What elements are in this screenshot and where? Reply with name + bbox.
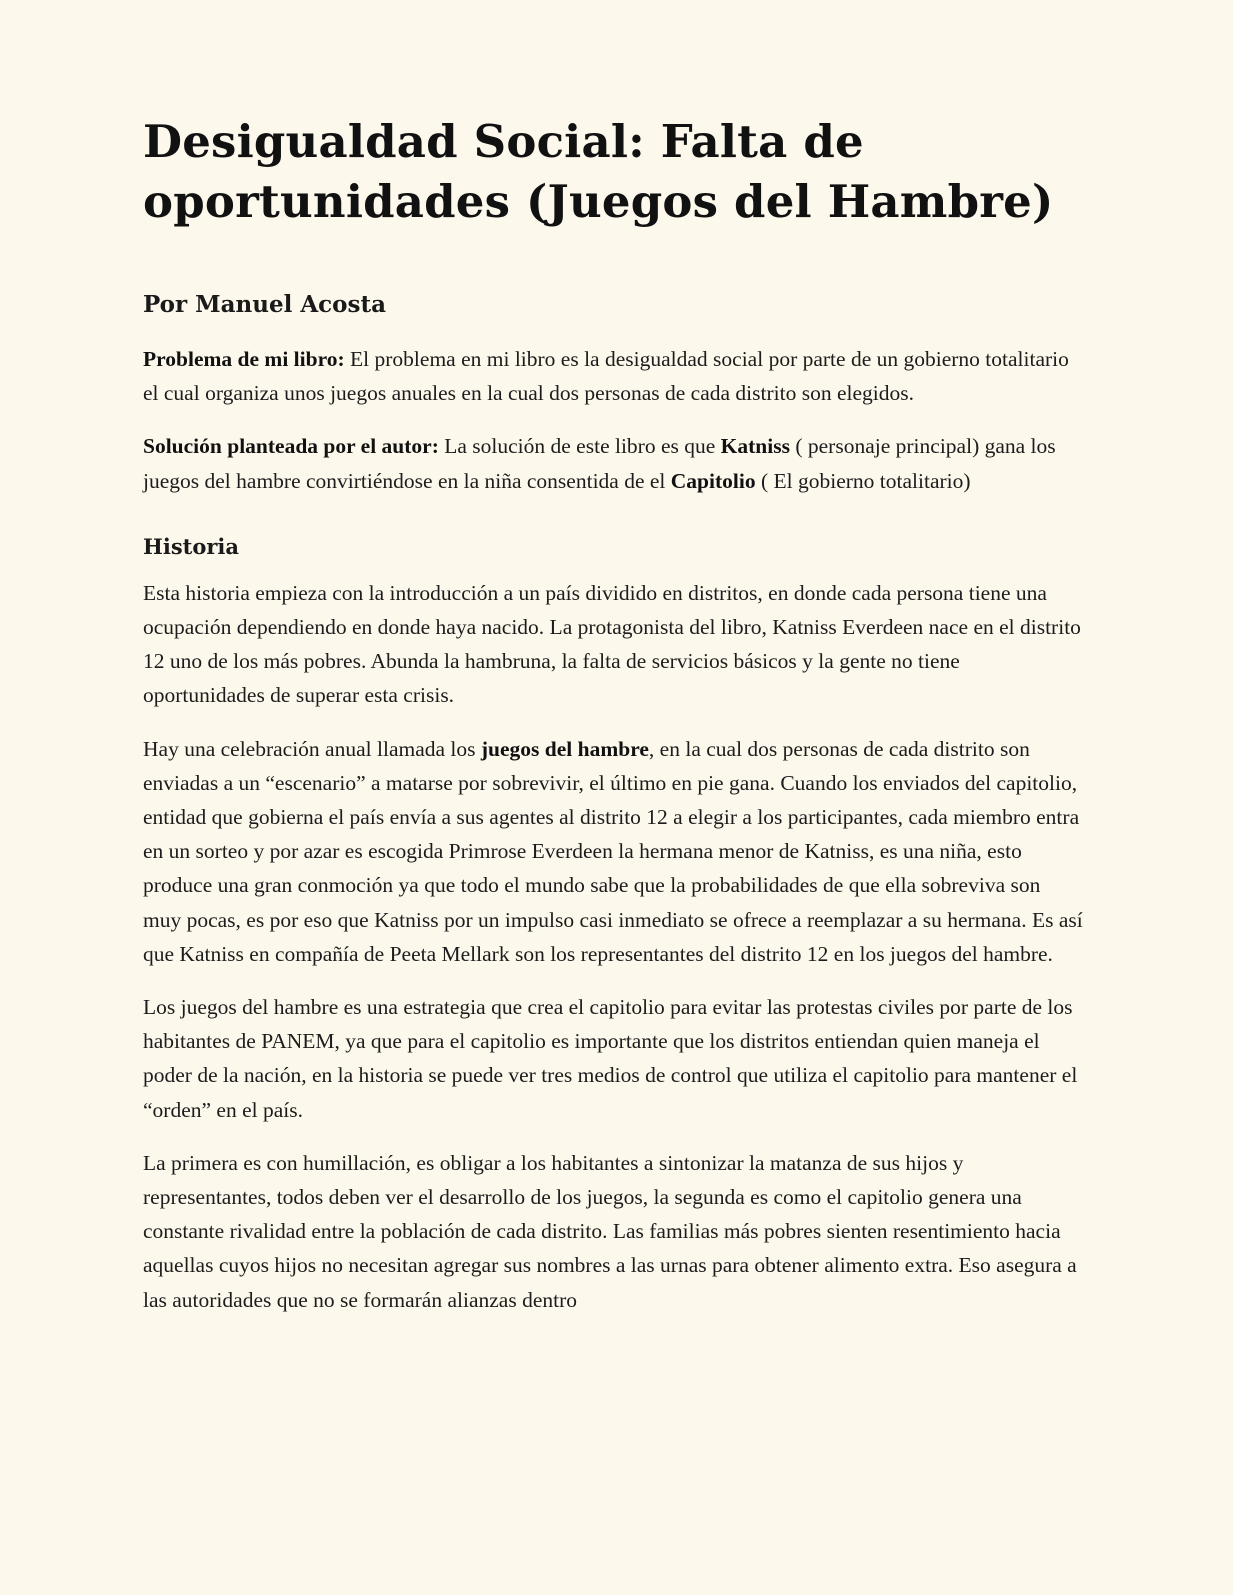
author-byline: Por Manuel Acosta bbox=[143, 291, 386, 318]
solution-label: Solución planteada por el autor: bbox=[143, 434, 439, 459]
document-title: Desigualdad Social: Falta de oportunidades (Juegos del Hambre) bbox=[143, 115, 1054, 228]
problem-label: Problema de mi libro: bbox=[143, 347, 345, 371]
history-paragraph-2-text-2: , en la cual dos personas de cada distrito son enviadas a un “escenario” a matarse por sobrevivir, el último en pie gana. Cuando los enviados del capitolio, entidad que gobierna el país envía a sus agentes al distrito 12 a elegir a los participantes, cada miembro entra en un sorteo y por azar es escogida Primrose Everdeen la hermana menor de Katniss, es una niña, esto produce una gran conmoción ya que todo el mundo sabe que la probabilidades de que ella sobreviva son muy pocas, es por eso que Katniss por un impulso casi inmediato se ofrece a reemplazar a su hermana. Es así que Katniss en compañía de Peeta Mellark son los representantes del distrito 12 en los juegos del hambre. bbox=[143, 736, 1083, 966]
solution-bold-katniss: Katniss bbox=[720, 434, 790, 459]
history-paragraph-2-text-1: Hay una celebración anual llamada los bbox=[143, 736, 481, 761]
problem-text: El problema en mi libro es la desigualdad social por parte de un gobierno totalitario el cual organiza unos juegos anuales en la cual dos personas de cada distrito son elegidos. bbox=[143, 347, 1069, 406]
history-paragraph-1: Esta historia empieza con la introducción a un país dividido en distritos, en donde cada persona tiene una ocupación dependiendo en donde haya nacido. La protagonista del libro, Katniss Everdeen nace en el distrito 12 uno de los más pobres. Abunda la hambruna, la falta de servicios básicos y la gente no tiene oportunidades de superar esta crisis. bbox=[143, 580, 1081, 708]
document-page bbox=[143, 112, 1083, 1317]
solution-text-2: ( personaje principal) gana los juegos del hambre convirtiéndose en la niña consentida de el bbox=[143, 434, 1056, 493]
history-heading: Historia bbox=[143, 533, 239, 559]
solution-text-1: La solución de este libro es que bbox=[438, 434, 721, 459]
solution-paragraph bbox=[143, 429, 1083, 497]
history-paragraph-4: La primera es con humillación, es obligar a los habitantes a sintonizar la matanza de sus hijos y representantes, todos deben ver el desarrollo de los juegos, la segunda es como el capitolio genera una constante rivalidad entre la población de cada distrito. Las familias más pobres sienten resentimiento hacia aquellas cuyos hijos no necesitan agregar sus nombres a las urnas para obtener alimento extra. Eso asegura a las autoridades que no se formarán alianzas dentro bbox=[143, 1150, 1077, 1312]
history-paragraph-3: Los juegos del hambre es una estrategia que crea el capitolio para evitar las protestas civiles por parte de los habitantes de PANEM, ya que para el capitolio es importante que los distritos entiendan quien maneja el poder de la nación, en la historia se puede ver tres medios de control que utiliza el capitolio para mantener el “orden” en el país. bbox=[143, 995, 1078, 1122]
history-paragraph-2-bold: juegos del hambre bbox=[480, 736, 649, 761]
solution-text-3: ( El gobierno totalitario) bbox=[755, 468, 971, 493]
problem-paragraph bbox=[143, 342, 1083, 410]
solution-bold-capitolio: Capitolio bbox=[670, 468, 756, 493]
history-paragraph-2 bbox=[143, 732, 1083, 971]
